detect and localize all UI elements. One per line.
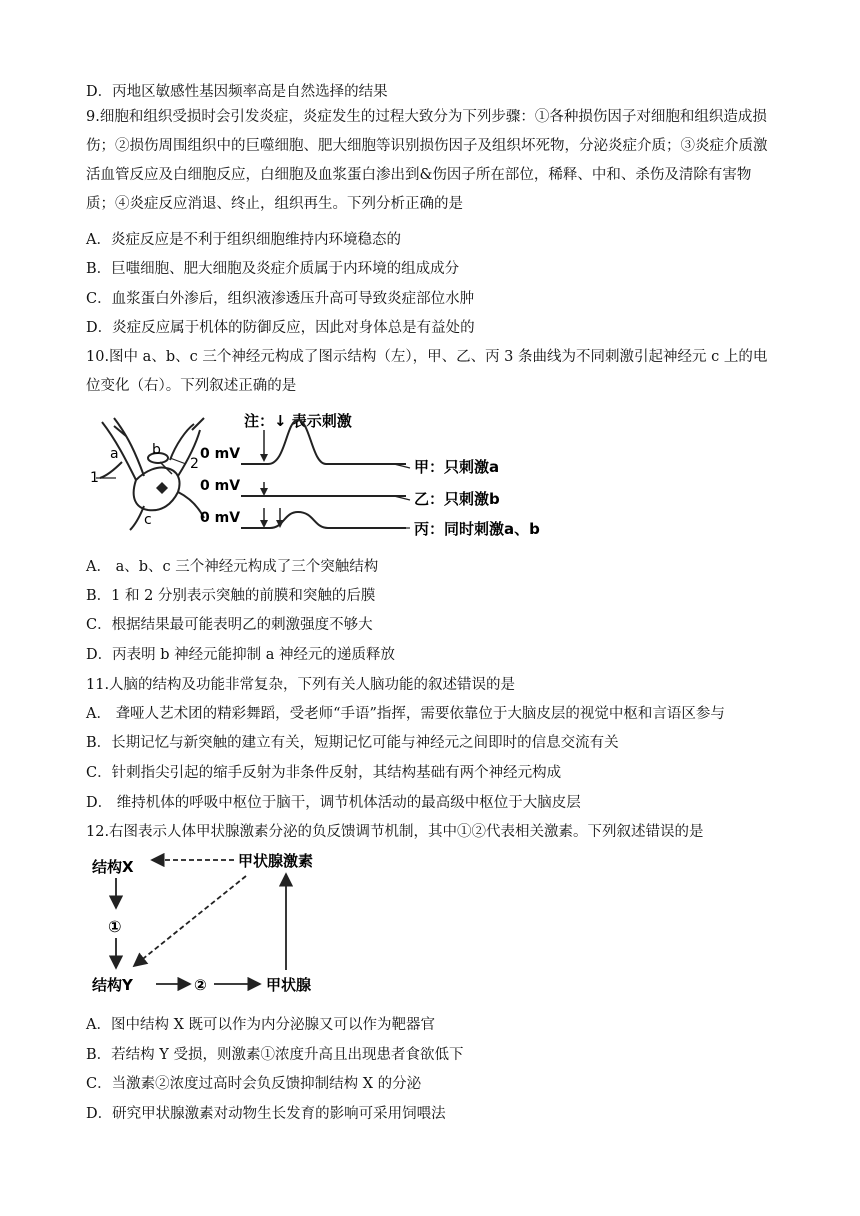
- zero-mv-jia: 0 mV: [200, 446, 241, 462]
- q9-stem: 9.细胞和组织受损时会引发炎症，炎症发生的过程大致分为下列步骤：①各种损伤因子对细胞和组织造成损伤；②损伤周围组织中的巨噬细胞、肥大细胞等识别损伤因子及组织坏死物，分泌炎症介质；③炎症介质激活血管反应及白细胞反应，白细胞及血浆蛋白渗出到&伤因子所在部位，稀释、中和、杀伤及清除有害物质；④炎症反应消退、终止，组织再生。下列分析正确的是: [86, 109, 768, 212]
- q12-option-a: A．图中结构 X 既可以作为内分泌腺又可以作为靶器官: [86, 1017, 436, 1033]
- q11-option-b: B．长期记忆与新突触的建立有关，短期记忆可能与神经元之间即时的信息交流有关: [86, 735, 619, 751]
- label-c: c: [144, 512, 152, 528]
- q12-stem: 12.右图表示人体甲状腺激素分泌的负反馈调节机制，其中①②代表相关激素。下列叙述错误的是: [86, 824, 704, 840]
- q10-option-b: B．1 和 2 分别表示突触的前膜和突触的后膜: [86, 588, 376, 604]
- q12-feedback-figure: [86, 846, 346, 996]
- q9-option-c: C．血浆蛋白外渗后，组织液渗透压升高可导致炎症部位水肿: [86, 291, 475, 307]
- q10-stem-line1: 10.图中 a、b、c 三个神经元构成了图示结构（左），甲、乙、丙 3 条曲线为不同刺激引起神经元 c 上的电: [86, 349, 768, 365]
- structure-y-label: 结构Y: [92, 976, 133, 994]
- feedback-to-y-arrow: [134, 876, 246, 966]
- curve-jia-label: 甲：只刺激a: [414, 458, 500, 476]
- neuron-structure: [100, 418, 204, 530]
- label-a: a: [110, 446, 119, 462]
- label-b: b: [152, 442, 161, 458]
- zero-mv-bing: 0 mV: [200, 510, 241, 526]
- q10-option-d: D．丙表明 b 神经元能抑制 a 神经元的递质释放: [86, 647, 395, 663]
- stimulus-note: 注：↓ 表示刺激: [244, 412, 352, 430]
- thyroid-hormone-label: 甲状腺激素: [238, 852, 314, 870]
- q9-option-a: A．炎症反应是不利于组织细胞维持内环境稳态的: [86, 232, 401, 248]
- q11-stem: 11.人脑的结构及功能非常复杂，下列有关人脑功能的叙述错误的是: [86, 677, 516, 693]
- q12-option-c: C．当激素②浓度过高时会负反馈抑制结构 X 的分泌: [86, 1076, 422, 1092]
- q9-option-b: B．巨嗤细胞、肥大细胞及炎症介质属于内环境的组成成分: [86, 261, 460, 277]
- q10-option-a: A． a、b、c 三个神经元构成了三个突触结构: [86, 559, 379, 575]
- q12-option-b: B．若结构 Y 受损，则激素①浓度升高且出现患者食欲低下: [86, 1047, 464, 1063]
- label-1: 1: [90, 470, 99, 486]
- q12-option-d: D．研究甲状腺激素对动物生长发育的影响可采用饲喂法: [86, 1106, 446, 1122]
- label-2: 2: [190, 456, 199, 472]
- thyroid-label: 甲状腺: [266, 976, 312, 994]
- q9-option-d: D．炎症反应属于机体的防御反应，因此对身体总是有益处的: [86, 320, 475, 336]
- hormone-1-label: ①: [108, 917, 122, 936]
- q8-option-d: D．丙地区敏感性基因频率高是自然选择的结果: [86, 84, 388, 100]
- cell-nucleus: [156, 482, 168, 494]
- hormone-2-label: ②: [194, 976, 207, 994]
- q10-neuron-figure: [86, 400, 586, 548]
- curve-yi-label: 乙：只刺激b: [414, 490, 500, 508]
- q11-option-d: D． 维持机体的呼吸中枢位于脑干，调节机体活动的最高级中枢位于大脑皮层: [86, 795, 581, 811]
- q11-option-c: C．针刺指尖引起的缩手反射为非条件反射，其结构基础有两个神经元构成: [86, 765, 562, 781]
- q10-stem-line2: 位变化（右）。下列叙述正确的是: [86, 378, 297, 394]
- curve-bing-label: 丙：同时刺激a、b: [414, 520, 540, 538]
- q11-option-a: A． 聋哑人艺术团的精彩舞蹈，受老师“手语”指挥，需要依靠位于大脑皮层的视觉中枢和言语区参与: [86, 706, 725, 722]
- structure-x-label: 结构X: [92, 858, 134, 876]
- q10-option-c: C．根据结果最可能表明乙的刺激强度不够大: [86, 617, 373, 633]
- zero-mv-yi: 0 mV: [200, 478, 241, 494]
